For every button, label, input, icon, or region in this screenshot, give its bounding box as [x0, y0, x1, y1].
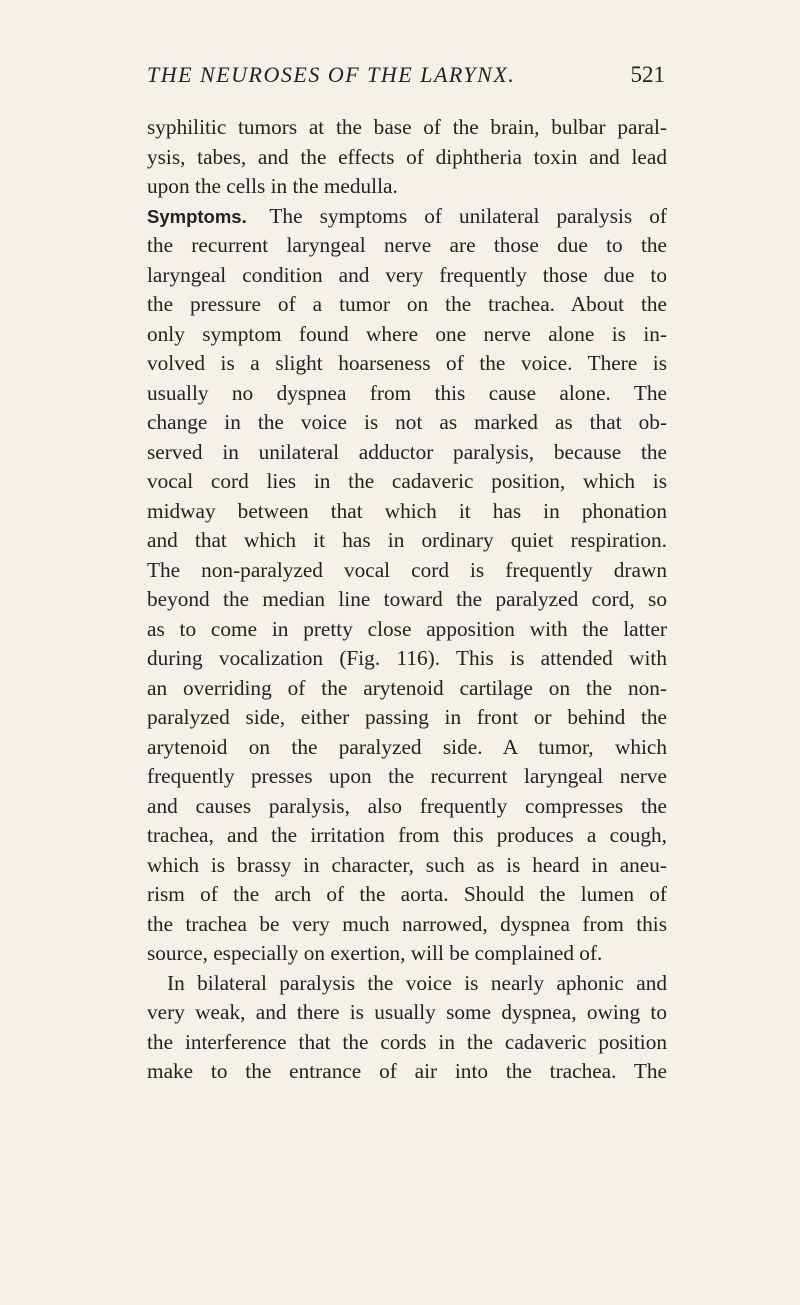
text-line: an overriding of the arytenoid cartilage on the non-: [147, 675, 667, 700]
text-line: syphilitic tumors at the base of the brain, bulbar paral-: [147, 115, 667, 139]
text-span: The symptoms of unilateral paralysis of: [269, 203, 667, 228]
running-head: [147, 62, 665, 96]
text-line: as to come in pretty close apposition with the latter: [147, 616, 667, 641]
text-line: during vocalization (Fig. 116). This is attended with: [147, 646, 667, 670]
text-line: the recurrent laryngeal nerve are those due to the: [147, 233, 667, 257]
text-line: The non-paralyzed vocal cord is frequently drawn: [147, 557, 667, 582]
text-line: In bilateral paralysis the voice is nearly aphonic and: [167, 970, 667, 995]
page-number: 521: [630, 62, 665, 87]
text-line: vocal cord lies in the cadaveric position, which is: [147, 469, 667, 493]
text-line: trachea, and the irritation from this produces a cough,: [147, 823, 667, 847]
text-line: and causes paralysis, also frequently compresses the: [147, 793, 667, 818]
symptoms-line: [147, 202, 667, 232]
section-heading: Symptoms.: [147, 205, 247, 227]
text-line: very weak, and there is usually some dyspnea, owing to: [147, 1000, 667, 1024]
text-line: source, especially on exertion, will be complained of.: [147, 941, 603, 965]
text-line: frequently presses upon the recurrent laryngeal nerve: [147, 764, 667, 788]
text-line: the interference that the cords in the cadaveric position: [147, 1029, 667, 1054]
text-line: the trachea be very much narrowed, dyspnea from this: [147, 911, 667, 936]
text-line: which is brassy in character, such as is heard in aneu-: [147, 852, 667, 877]
text-line: rism of the arch of the aorta. Should the lumen of: [147, 882, 667, 906]
text-line: make to the entrance of air into the trachea. The: [147, 1059, 667, 1083]
text-line: beyond the median line toward the paralyzed cord, so: [147, 587, 667, 611]
text-line: ysis, tabes, and the effects of diphtheria toxin and lead: [147, 144, 667, 169]
running-title: THE NEUROSES OF THE LARYNX.: [147, 62, 516, 87]
text-line: only symptom found where one nerve alone is in-: [147, 321, 667, 346]
text-line: served in unilateral adductor paralysis, because the: [147, 439, 667, 464]
text-line: paralyzed side, either passing in front or behind the: [147, 705, 667, 729]
body-text: [147, 113, 667, 1087]
text-line: arytenoid on the paralyzed side. A tumor, which: [147, 734, 667, 759]
text-line: change in the voice is not as marked as that ob-: [147, 410, 667, 434]
text-line: volved is a slight hoarseness of the voice. There is: [147, 351, 667, 375]
text-line: laryngeal condition and very frequently those due to: [147, 262, 667, 287]
text-line: usually no dyspnea from this cause alone. The: [147, 380, 667, 405]
text-line: the pressure of a tumor on the trachea. About the: [147, 292, 667, 316]
text-line: midway between that which it has in phonation: [147, 498, 667, 523]
text-line: upon the cells in the medulla.: [147, 174, 398, 198]
text-line: and that which it has in ordinary quiet respiration.: [147, 528, 667, 552]
